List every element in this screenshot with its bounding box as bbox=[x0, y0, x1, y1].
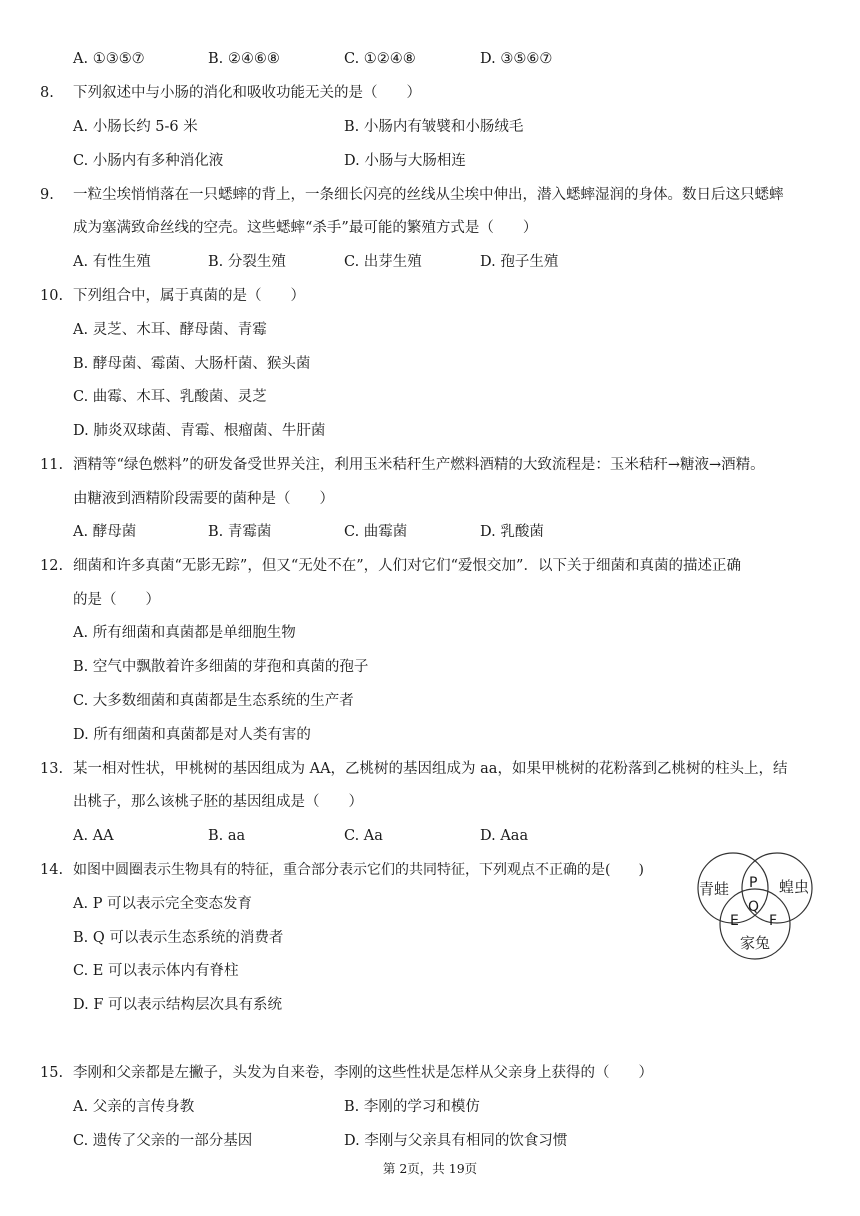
q13-option-b: B. aa bbox=[208, 828, 246, 844]
q15-option-b: B. 李刚的学习和模仿 bbox=[344, 1099, 480, 1115]
q10-stem: 下列组合中，属于真菌的是（ ） bbox=[73, 288, 305, 304]
q14-option-b: B. Q 可以表示生态系统的消费者 bbox=[73, 930, 284, 946]
q11-option-a: A. 酵母菌 bbox=[73, 524, 137, 540]
q8-number: 8. bbox=[40, 85, 54, 101]
q10-option-a: A. 灵芝、木耳、酵母菌、青霉 bbox=[73, 322, 267, 338]
q8-option-d: D. 小肠与大肠相连 bbox=[344, 153, 466, 169]
q8-option-b: B. 小肠内有皱襞和小肠绒毛 bbox=[344, 119, 524, 135]
q12-stem-line2: 的是（ ） bbox=[73, 592, 160, 608]
q9-number: 9. bbox=[40, 187, 54, 203]
q12-option-d: D. 所有细菌和真菌都是对人类有害的 bbox=[73, 727, 311, 743]
q7-option-d: D. ③⑤⑥⑦ bbox=[480, 51, 553, 67]
q11-option-c: C. 曲霉菌 bbox=[344, 524, 408, 540]
q15-option-c: C. 遗传了父亲的一部分基因 bbox=[73, 1133, 253, 1149]
q12-option-c: C. 大多数细菌和真菌都是生态系统的生产者 bbox=[73, 693, 354, 709]
q10-option-d: D. 肺炎双球菌、青霉、根瘤菌、牛肝菌 bbox=[73, 423, 326, 439]
q14-option-d: D. F 可以表示结构层次具有系统 bbox=[73, 997, 282, 1013]
q11-option-b: B. 青霉菌 bbox=[208, 524, 272, 540]
venn-label-frog: 青蛙 bbox=[699, 880, 730, 898]
q7-option-c: C. ①②④⑧ bbox=[344, 51, 416, 67]
venn-diagram bbox=[690, 852, 820, 964]
q15-option-a: A. 父亲的言传身教 bbox=[73, 1099, 195, 1115]
q9-option-b: B. 分裂生殖 bbox=[208, 254, 286, 270]
q11-number: 11. bbox=[40, 457, 64, 473]
q10-option-c: C. 曲霉、木耳、乳酸菌、灵芝 bbox=[73, 389, 267, 405]
q15-number: 15. bbox=[40, 1065, 64, 1081]
q7-option-b: B. ②④⑥⑧ bbox=[208, 51, 280, 67]
q9-option-c: C. 出芽生殖 bbox=[344, 254, 422, 270]
venn-label-p: P bbox=[749, 875, 758, 891]
q13-number: 13. bbox=[40, 761, 64, 777]
venn-label-q: Q bbox=[748, 899, 760, 915]
q9-stem-line2: 成为塞满致命丝线的空壳。这些蟋蟀“杀手”最可能的繁殖方式是（ ） bbox=[73, 220, 538, 236]
q11-stem-line2: 由糖液到酒精阶段需要的菌种是（ ） bbox=[73, 491, 334, 507]
q13-option-c: C. Aa bbox=[344, 828, 383, 844]
q15-stem: 李刚和父亲都是左撇子，头发为自来卷，李刚的这些性状是怎样从父亲身上获得的（ ） bbox=[73, 1065, 653, 1081]
q8-option-c: C. 小肠内有多种消化液 bbox=[73, 153, 224, 169]
q13-stem-line2: 出桃子，那么该桃子胚的基因组成是（ ） bbox=[73, 794, 363, 810]
q14-number: 14. bbox=[40, 862, 64, 878]
q13-option-d: D. Aaa bbox=[480, 828, 529, 844]
q12-option-a: A. 所有细菌和真菌都是单细胞生物 bbox=[73, 625, 296, 641]
q12-number: 12. bbox=[40, 558, 64, 574]
q12-stem-line1: 细菌和许多真菌“无影无踪”，但又“无处不在”，人们对它们“爱恨交加”．以下关于细菌和真菌的描述正确 bbox=[73, 558, 741, 574]
q14-stem: 如图中圆圈表示生物具有的特征，重合部分表示它们的共同特征，下列观点不正确的是( ) bbox=[73, 862, 644, 878]
q14-option-a: A. P 可以表示完全变态发育 bbox=[73, 896, 253, 912]
venn-label-locust: 蝗虫 bbox=[779, 878, 810, 896]
q10-option-b: B. 酵母菌、霉菌、大肠杆菌、猴头菌 bbox=[73, 356, 311, 372]
q9-stem-line1: 一粒尘埃悄悄落在一只蟋蟀的背上，一条细长闪亮的丝线从尘埃中伸出，潜入蟋蟀湿润的身体。数日后这只蟋蟀 bbox=[73, 187, 784, 203]
page-footer: 第 2页，共 19页 bbox=[382, 1161, 478, 1176]
q8-option-a: A. 小肠长约 5-6 米 bbox=[73, 119, 198, 135]
q13-stem-line1: 某一相对性状，甲桃树的基因组成为 AA，乙桃树的基因组成为 aa，如果甲桃树的花粉落到乙桃树的柱头上，结 bbox=[73, 761, 788, 777]
q13-option-a: A. AA bbox=[73, 828, 114, 844]
q14-option-c: C. E 可以表示体内有脊柱 bbox=[73, 963, 239, 979]
q11-stem-line1: 酒精等“绿色燃料”的研发备受世界关注，利用玉米秸秆生产燃料酒精的大致流程是：玉米秸秆→糖液→酒精。 bbox=[73, 457, 765, 473]
q15-option-d: D. 李刚与父亲具有相同的饮食习惯 bbox=[344, 1133, 568, 1149]
q12-option-b: B. 空气中飘散着许多细菌的芽孢和真菌的孢子 bbox=[73, 659, 369, 675]
q9-option-d: D. 孢子生殖 bbox=[480, 254, 559, 270]
q9-option-a: A. 有性生殖 bbox=[73, 254, 151, 270]
q7-option-a: A. ①③⑤⑦ bbox=[73, 51, 145, 67]
q10-number: 10. bbox=[40, 288, 64, 304]
venn-label-rabbit: 家兔 bbox=[740, 934, 771, 952]
q8-stem: 下列叙述中与小肠的消化和吸收功能无关的是（ ） bbox=[73, 85, 421, 101]
q11-option-d: D. 乳酸菌 bbox=[480, 524, 544, 540]
venn-label-e: E bbox=[730, 913, 739, 929]
venn-label-f: F bbox=[769, 913, 778, 929]
